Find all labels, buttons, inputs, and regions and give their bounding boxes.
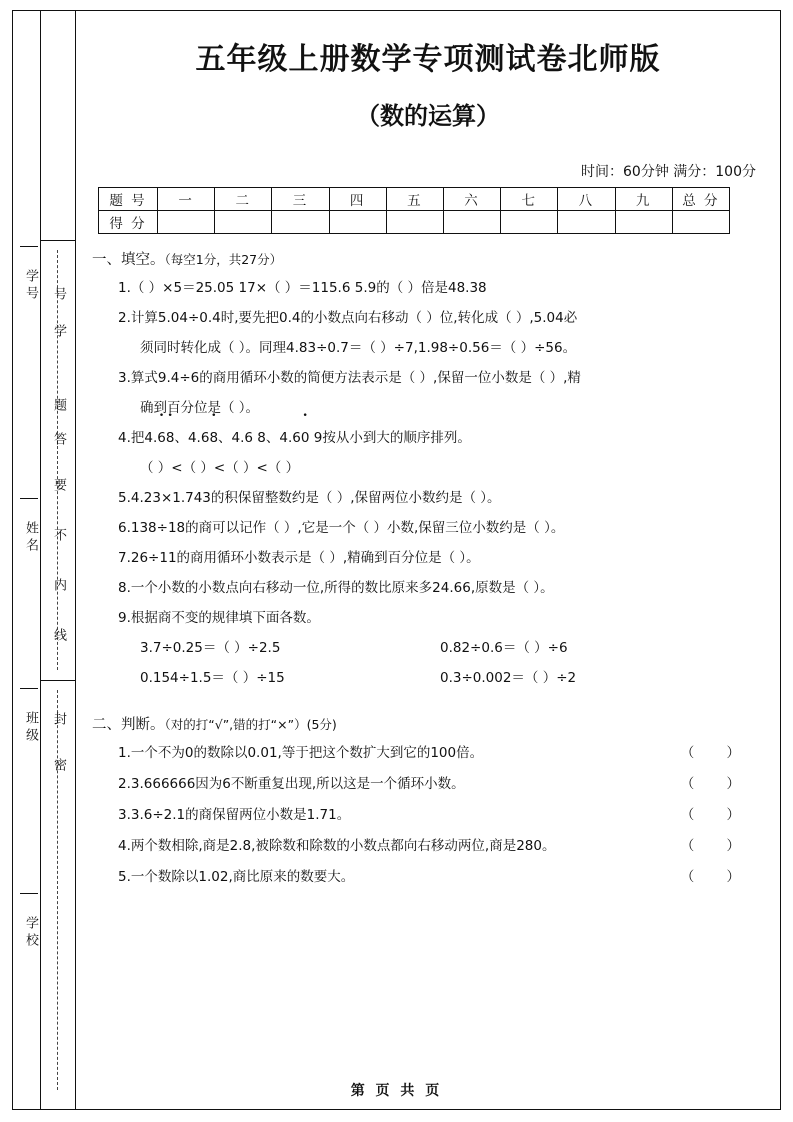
question-1-9-row-2-left: 0.154÷1.5＝（ ）÷15 xyxy=(140,670,285,686)
answer-blank-2-2[interactable]: （ ） xyxy=(680,776,754,792)
section-1-note: （每空1分，共27分） xyxy=(164,252,283,267)
score-col-6: 六 xyxy=(443,188,500,211)
score-cell-6[interactable] xyxy=(443,211,500,234)
exam-content xyxy=(92,22,764,893)
question-2-2-text: 2.3.666666因为6不断重复出现,所以这是一个循环小数。 xyxy=(118,776,465,792)
label-line-3 xyxy=(20,688,38,689)
score-col-total: 总 分 xyxy=(672,188,729,211)
score-col-3: 三 xyxy=(272,188,329,211)
score-col-8: 八 xyxy=(558,188,615,211)
question-1-5: 5.4.23×1.743的积保留整数约是（ ）,保留两位小数约是（ ）。 xyxy=(118,490,501,506)
label-xuexiao: 学校 xyxy=(23,916,38,950)
question-2-2 xyxy=(118,769,764,800)
answer-blank-2-5[interactable]: （ ） xyxy=(680,869,754,885)
score-col-5: 五 xyxy=(386,188,443,211)
question-1-2a: 2.计算5.04÷0.4时,要先把0.4的小数点向右移动（ ）位,转化成（ ）,5.04必 xyxy=(118,310,578,326)
answer-blank-2-1[interactable]: （ ） xyxy=(680,745,754,761)
question-2-3-text: 3.3.6÷2.1的商保留两位小数是1.71。 xyxy=(118,807,351,823)
question-1-3a: 3.算式9.4÷6的商用循环小数的简便方法表示是（ ）,保留一位小数是（ ）,精 xyxy=(118,370,581,386)
question-2-4-text: 4.两个数相除,商是2.8,被除数和除数的小数点都向右移动两位,商是280。 xyxy=(118,838,556,854)
question-1-9: 9.根据商不变的规律填下面各数。 xyxy=(118,610,320,626)
question-1-6: 6.138÷18的商可以记作（ ）,它是一个（ ）小数,保留三位小数约是（ ）。 xyxy=(118,520,565,536)
question-1-9-row-2 xyxy=(140,663,764,693)
question-1-3b: 确到百分位是（ ）。 xyxy=(140,400,260,416)
seal-text-ti: 题 xyxy=(51,398,66,416)
score-cell-2[interactable] xyxy=(215,211,272,234)
seal-divider-2 xyxy=(40,680,76,681)
score-cell-5[interactable] xyxy=(386,211,443,234)
section-2-title: 二、判断。 xyxy=(92,717,165,733)
question-1-9-row-1-left: 3.7÷0.25＝（ ）÷2.5 xyxy=(140,640,281,656)
seal-text-nei: 内 xyxy=(51,578,66,596)
label-line-2 xyxy=(20,498,38,499)
question-1-9-row-1 xyxy=(140,633,764,663)
table-row-score xyxy=(99,211,730,234)
question-1-4-blanks: （ ）<（ ）<（ ）<（ ） xyxy=(140,460,300,476)
seal-divider-1 xyxy=(40,240,76,241)
page-subtitle: （数的运算） xyxy=(356,102,500,130)
question-2-1-text: 1.一个不为0的数除以0.01,等于把这个数扩大到它的100倍。 xyxy=(118,745,484,761)
score-cell-7[interactable] xyxy=(501,211,558,234)
seal-strip xyxy=(40,11,76,1109)
seal-text-feng: 封 xyxy=(51,712,66,730)
question-1-9-row-1-right: 0.82÷0.6＝（ ）÷6 xyxy=(440,640,568,656)
answer-blank-2-4[interactable]: （ ） xyxy=(680,838,754,854)
question-2-5-text: 5.一个数除以1.02,商比原来的数要大。 xyxy=(118,869,355,885)
label-line-4 xyxy=(20,893,38,894)
question-2-1 xyxy=(118,738,764,769)
seal-text-bu: 不 xyxy=(51,528,66,546)
seal-text-hao: 号 xyxy=(51,287,66,305)
score-cell-3[interactable] xyxy=(272,211,329,234)
table-row-header xyxy=(99,188,730,211)
question-1-9-row-2-right: 0.3÷0.002＝（ ）÷2 xyxy=(440,670,577,686)
question-1-7: 7.26÷11的商用循环小数表示是（ ）,精确到百分位是（ ）。 xyxy=(118,550,480,566)
score-row-label-tihao: 题 号 xyxy=(99,188,158,211)
score-col-7: 七 xyxy=(501,188,558,211)
label-line-1 xyxy=(20,246,38,247)
score-cell-4[interactable] xyxy=(329,211,386,234)
answer-blank-2-3[interactable]: （ ） xyxy=(680,807,754,823)
score-row-label-defen: 得 分 xyxy=(99,211,158,234)
label-xuehao: 学号 xyxy=(23,269,38,303)
section-2-heading xyxy=(92,713,764,734)
question-1-8: 8.一个小数的小数点向右移动一位,所得的数比原来多24.66,原数是（ ）。 xyxy=(118,580,554,596)
question-1-1: 1.（ ）×5＝25.05 17×（ ）＝115.6 5.9的（ ）倍是48.38 xyxy=(118,280,487,296)
page-footer: 第 页 共 页 xyxy=(350,1083,443,1099)
seal-text-da: 答 xyxy=(51,432,66,450)
exam-meta: 时间：60分钟 满分：100分 xyxy=(581,164,756,180)
question-2-5 xyxy=(118,862,764,893)
score-cell-8[interactable] xyxy=(558,211,615,234)
section-1-title: 一、填空。 xyxy=(92,252,165,268)
seal-text-xian: 线 xyxy=(51,628,66,646)
label-xingming: 姓名 xyxy=(23,521,38,555)
score-col-9: 九 xyxy=(615,188,672,211)
seal-text-yao: 要 xyxy=(51,478,66,496)
question-1-4-text: 4.把4.6 •8 •、4.68 •、4.6 8、4.60 • 9按从小到大的顺序排列。 xyxy=(118,430,471,446)
page-title: 五年级上册数学专项测试卷北师版 xyxy=(195,42,661,77)
question-1-2b: 须同时转化成（ ）。同理4.83÷0.7＝（ ）÷7,1.98÷0.56＝（ ）÷56。 xyxy=(140,340,577,356)
section-1-heading xyxy=(92,248,764,269)
score-cell-9[interactable] xyxy=(615,211,672,234)
question-1-4 xyxy=(118,423,764,453)
score-col-4: 四 xyxy=(329,188,386,211)
score-cell-1[interactable] xyxy=(158,211,215,234)
label-banji: 班级 xyxy=(23,711,38,745)
seal-text-mi: 密 xyxy=(51,758,66,776)
score-cell-total[interactable] xyxy=(672,211,729,234)
question-2-4 xyxy=(118,831,764,862)
score-table xyxy=(98,187,730,234)
section-2-note: （对的打“√”,错的打“×”）(5分) xyxy=(164,717,337,732)
score-col-1: 一 xyxy=(158,188,215,211)
seal-text-xuehao: 学 xyxy=(51,324,66,342)
question-2-3 xyxy=(118,800,764,831)
score-col-2: 二 xyxy=(215,188,272,211)
